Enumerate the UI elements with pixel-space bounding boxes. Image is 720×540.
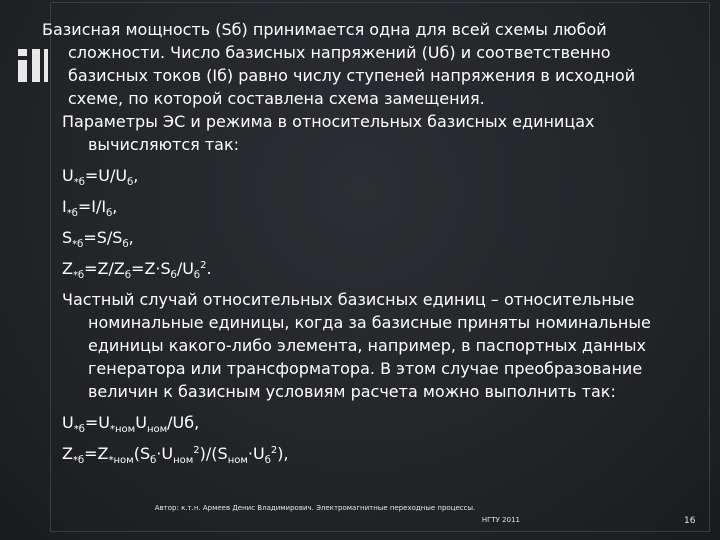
decor-bar bbox=[18, 49, 27, 56]
paragraph-nominal-units: Частный случай относительных базисных единиц – относительные номинальные единицы, когда за базисные приняты номинальные единицы какого-либо элемента, например, в паспортных данных генератора или трансформатора. В этом случае преобразование величин к базисным условиям расчета можно выполнить так: bbox=[62, 290, 651, 401]
formula-s: $S_{*б}=S/S_б$, bbox=[62, 228, 134, 250]
decor-bar bbox=[32, 49, 40, 82]
slide-number: 16 bbox=[684, 516, 696, 526]
paragraph-base-power: Базисная мощность (Sб) принимается одна для всей схемы любой сложности. Число базисных напряжений (Uб) и соответственно базисных токов (Iб) равно числу ступеней напряжения в исходной схеме, по которой составлена схема замещения. bbox=[42, 20, 636, 108]
formula-u-nominal: $U_{*б}=U_{*ном}U_{ном}/Uб$, bbox=[62, 413, 200, 435]
decor-bar bbox=[18, 60, 27, 82]
slide-content bbox=[42, 18, 662, 466]
decor-bar bbox=[44, 49, 48, 82]
paragraph-params: Параметры ЭС и режима в относительных базисных единицах вычисляются так: bbox=[62, 112, 595, 154]
formula-i: $I_{*б}=I/I_б$, bbox=[62, 197, 118, 219]
formula-z: $Z_{*б}=Z/Z_б=Z\cdot S_б/U_б^2$. bbox=[62, 259, 212, 281]
footer-org: НГТУ 2011 bbox=[481, 516, 520, 524]
formula-z-nominal: $Z_{*б}=Z_{*ном}(S_б\cdot U_{ном}^2)/(S_{ном}\cdot U_б^2)$, bbox=[62, 444, 289, 466]
formula-u: $U_{*б}=U/U_б$, bbox=[62, 166, 139, 188]
footer-author: Автор: к.т.н. Армеев Денис Владимирович. Электромагнитные переходные процессы. bbox=[154, 504, 476, 512]
